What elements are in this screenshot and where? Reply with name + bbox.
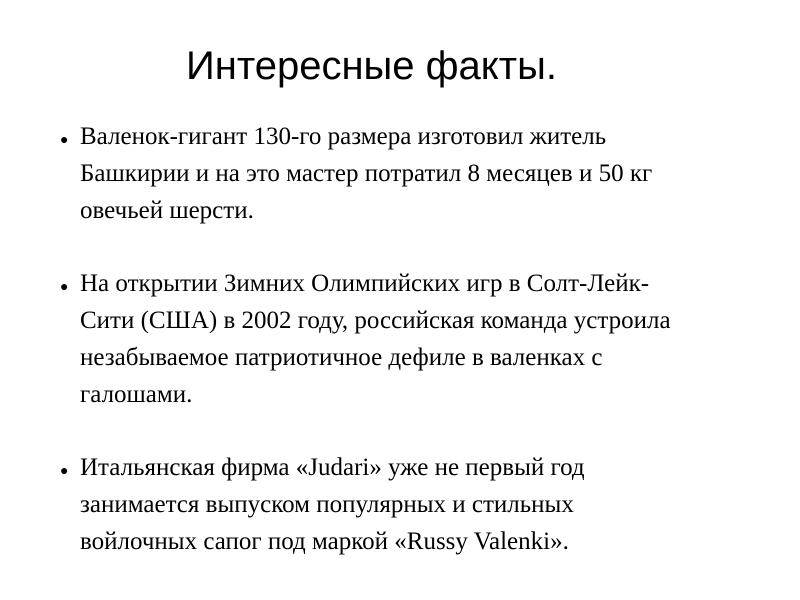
fact-line: Сити (США) в 2002 году, российская команда устроила <box>80 307 671 334</box>
fact-line: войлочных сапог под маркой «Russy Valenki». <box>80 528 569 555</box>
fact-line: незабываемое патриотичное дефиле в валенках с <box>80 344 603 371</box>
fact-line: Валенок-гигант 130-го размера изготовил житель <box>80 123 607 150</box>
fact-line: Итальянская фирма «Judari» уже не первый год <box>80 454 585 481</box>
fact-line: галошами. <box>80 381 193 408</box>
facts-list <box>60 118 760 596</box>
fact-line: занимается выпуском популярных и стильных <box>80 491 574 518</box>
bullet-icon: ● <box>60 464 69 479</box>
bullet-icon: ● <box>60 280 69 295</box>
fact-item-olympic-parade <box>60 265 760 413</box>
slide-title: Интересные факты. <box>186 44 557 88</box>
fact-item-judari-brand <box>60 449 760 560</box>
fact-line: На открытии Зимних Олимпийских игр в Солт-Лейк- <box>80 270 650 297</box>
fact-item-giant-valenok <box>60 118 760 229</box>
fact-line: Башкирии и на это мастер потратил 8 месяцев и 50 кг <box>80 160 653 187</box>
bullet-icon: ● <box>60 133 69 148</box>
fact-line: овечьей шерсти. <box>80 197 254 224</box>
